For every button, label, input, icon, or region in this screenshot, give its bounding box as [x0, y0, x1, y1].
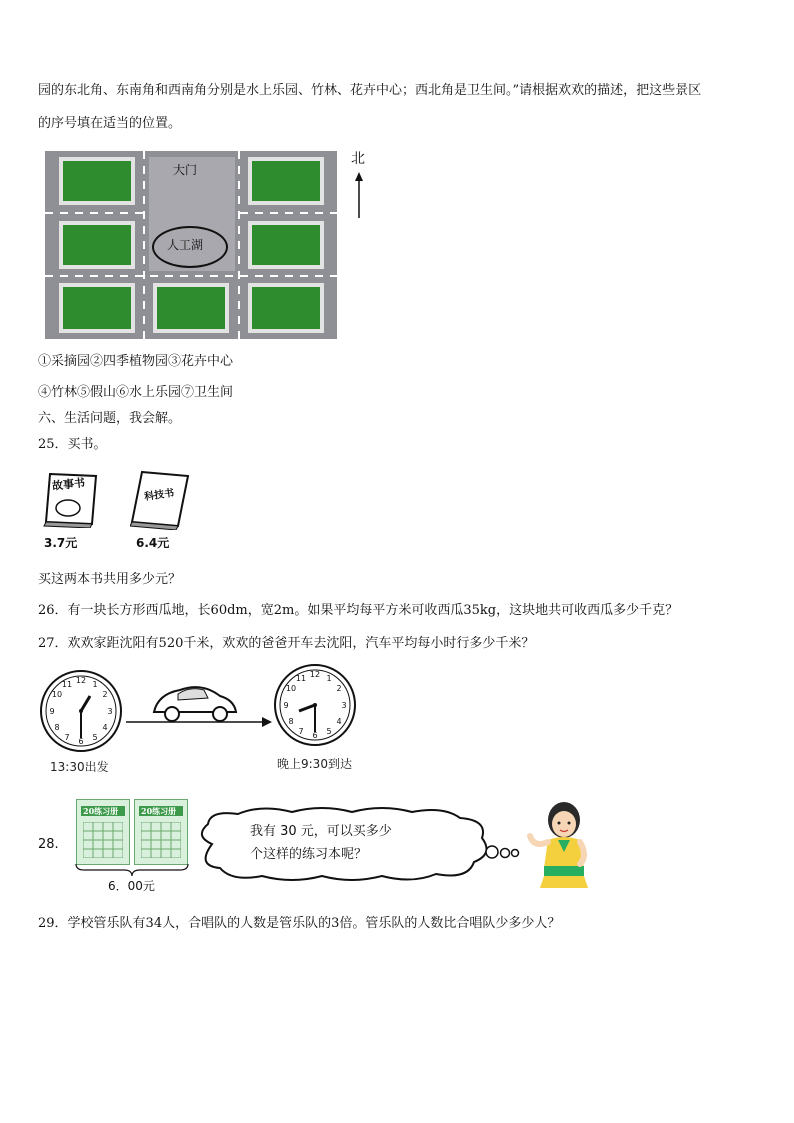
- science-book-price: 6.4元: [136, 536, 170, 550]
- svg-text:8: 8: [288, 717, 294, 726]
- svg-text:4: 4: [336, 717, 342, 726]
- storybook-cover-label: 故事书: [51, 476, 86, 493]
- svg-text:2: 2: [102, 690, 108, 699]
- svg-text:9: 9: [49, 707, 55, 716]
- lake-label: 人工湖: [167, 238, 204, 252]
- svg-text:5: 5: [92, 733, 98, 742]
- svg-text:4: 4: [102, 723, 108, 732]
- intro-line-1: 园的东北角、东南角和西南角分别是水上乐园、竹林、花卉中心；西北角是卫生间。”请根据欢欢的描述，把这些景区: [38, 83, 702, 98]
- svg-text:12: 12: [309, 670, 321, 679]
- section-6-heading: 六、生活问题，我会解。: [38, 411, 182, 426]
- girl-character-image: [522, 796, 608, 894]
- car-arrow-icon: [124, 672, 274, 732]
- north-arrow-icon: [352, 172, 366, 220]
- storybook-image: [42, 470, 98, 528]
- svg-text:1: 1: [326, 674, 332, 683]
- q28-number: 28.: [38, 837, 59, 852]
- exercise-book-2-cover: 20练习册: [141, 806, 177, 816]
- svg-text:2: 2: [336, 684, 342, 693]
- svg-text:6: 6: [78, 737, 84, 746]
- svg-text:1: 1: [92, 680, 98, 689]
- q26-text: 26．有一块长方形西瓜地，长60dm，宽2m。如果平均每平方米可收西瓜35kg，这块地共可收西瓜多少千克？: [38, 603, 679, 618]
- q29-text: 29．学校管乐队有34人，合唱队的人数是管乐队的3倍。管乐队的人数比合唱队少多少人？: [38, 916, 561, 931]
- q27-title: 27．欢欢家距沈阳有520千米，欢欢的爸爸开车去沈阳，汽车平均每小时行多少千米？: [38, 636, 535, 651]
- science-book-cover-label: 科技书: [143, 487, 175, 504]
- arrival-time-label: 晚上9:30到达: [277, 757, 352, 771]
- svg-text:3: 3: [341, 701, 347, 710]
- north-label: 北: [351, 151, 365, 167]
- svg-text:3: 3: [107, 707, 113, 716]
- svg-text:6: 6: [312, 731, 318, 740]
- departure-clock-icon: [38, 668, 124, 754]
- gate-label: 大门: [173, 163, 198, 177]
- departure-time-label: 13:30出发: [50, 760, 109, 774]
- park-map: [45, 151, 337, 339]
- svg-text:9: 9: [283, 701, 289, 710]
- intro-line-2: 的序号填在适当的位置。: [38, 116, 182, 131]
- svg-text:11: 11: [295, 674, 307, 683]
- svg-text:5: 5: [326, 727, 332, 736]
- svg-text:7: 7: [64, 733, 70, 742]
- thought-bubble-icon: [192, 806, 524, 882]
- options-row-1: ①采摘园②四季植物园③花卉中心: [38, 354, 234, 369]
- svg-text:12: 12: [75, 676, 87, 685]
- svg-text:11: 11: [61, 680, 73, 689]
- svg-text:10: 10: [51, 690, 63, 699]
- svg-text:10: 10: [285, 684, 297, 693]
- exercise-book-1-cover: 20练习册: [83, 806, 119, 816]
- q25-title: 25．买书。: [38, 437, 107, 452]
- options-row-2: ④竹林⑤假山⑥水上乐园⑦卫生间: [38, 385, 234, 400]
- bubble-line-2: 个这样的练习本呢？: [250, 847, 368, 862]
- storybook-price: 3.7元: [44, 536, 78, 550]
- exercise-book-2: [134, 799, 188, 865]
- arrival-clock-icon: [272, 662, 358, 748]
- exercise-book-1: [76, 799, 130, 865]
- svg-text:8: 8: [54, 723, 60, 732]
- bracket-icon: [74, 864, 190, 876]
- bubble-line-1: 我有 30 元，可以买多少: [250, 824, 392, 839]
- science-book-image: [130, 470, 190, 530]
- svg-text:7: 7: [298, 727, 304, 736]
- exercise-book-price: 6．00元: [108, 879, 155, 893]
- q25-question: 买这两本书共用多少元？: [38, 572, 182, 587]
